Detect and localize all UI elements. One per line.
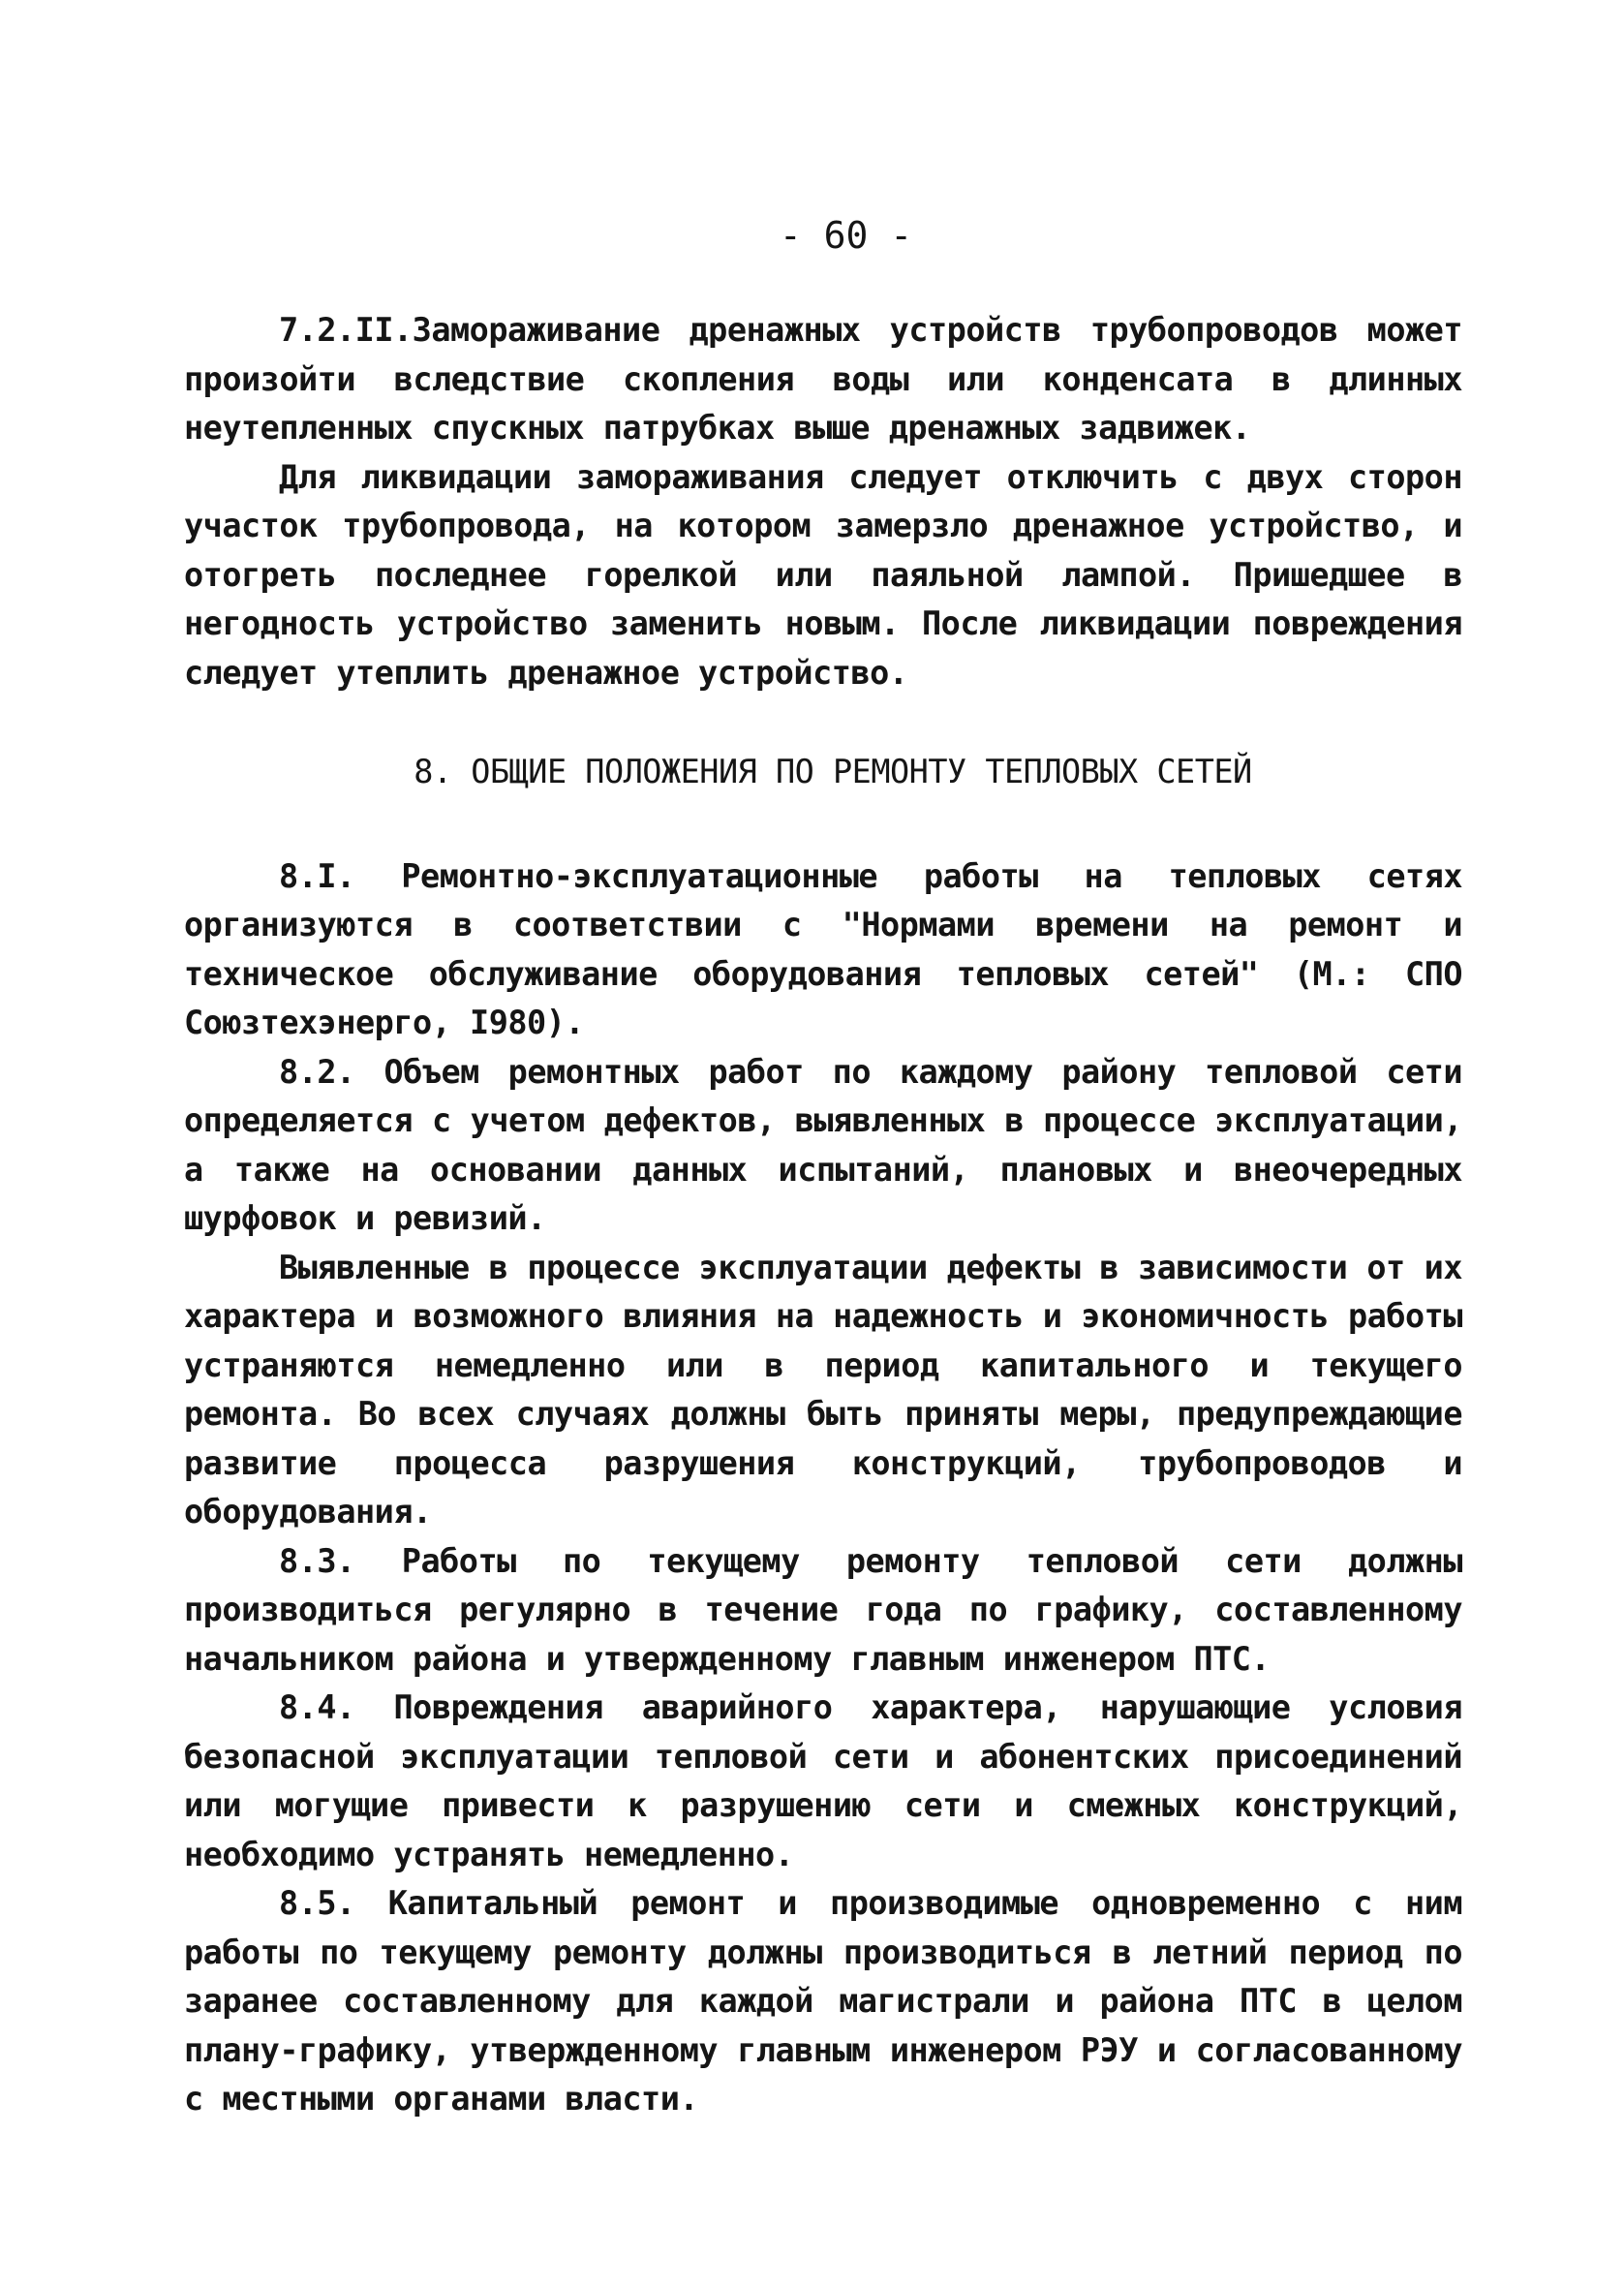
paragraph-defects: Выявленные в процессе эксплуатации дефекты в зависимости от их характера и возможного влияния на надежность и экономичность работы устраняются немедленно или в период капитального и текущего ремонта. Во всех случаях должны быть приняты меры, предупреждающие развитие процесса разрушения конструкций, трубопроводов и оборудования. <box>184 1248 1462 1531</box>
paragraph-defrost-procedure: Для ликвидации замораживания следует отключить с двух сторон участок трубопровода, на котором замерзло дренажное устройство, и отогреть последнее горелкой или паяльной лампой. Пришедшее в негодность устройство заменить новым. После ликвидации повреждения следует утеплить дренажное устройство. <box>184 457 1462 692</box>
paragraph-8-1: 8.I. Ремонтно-эксплуатационные работы на тепловых сетях организуются в соответствии с "Нормами времени на ремонт и техническое обслуживание оборудования тепловых сетей" (М.: СПО Союзтехэнерго, I980). <box>184 856 1462 1041</box>
page-body <box>184 306 1462 2124</box>
paragraph-8-5: 8.5. Капитальный ремонт и производимые одновременно с ним работы по текущему ремонту должны производиться в летний период по заранее составленному для каждой магистрали и района ПТС в целом плану-графику, утвержденному главным инженером РЭУ и согласованному с местными органами власти. <box>184 1884 1462 2118</box>
paragraph-8-4: 8.4. Повреждения аварийного характера, нарушающие условия безопасной эксплуатации тепловой сети и абонентских присоединений или могущие привести к разрушению сети и смежных конструкций, необходимо устранять немедленно. <box>184 1688 1462 1873</box>
paragraph-8-2: 8.2. Объем ремонтных работ по каждому району тепловой сети определяется с учетом дефектов, выявленных в процессе эксплуатации, а также на основании данных испытаний, плановых и внеочередных шурфовок и ревизий. <box>184 1052 1462 1237</box>
paragraph-7-2-11: 7.2.II.Замораживание дренажных устройств трубопроводов может произойти вследствие скопления воды или конденсата в длинных неутепленных спускных патрубках выше дренажных задвижек. <box>184 311 1462 447</box>
page-number: - 60 - <box>779 214 913 257</box>
section-heading: 8. ОБЩИЕ ПОЛОЖЕНИЯ ПО РЕМОНТУ ТЕПЛОВЫХ СЕТЕЙ <box>414 753 1252 790</box>
paragraph-8-3: 8.3. Работы по текущему ремонту тепловой сети должны производиться регулярно в течение года по графику, составленному начальником района и утвержденному главным инженером ПТС. <box>184 1541 1462 1678</box>
